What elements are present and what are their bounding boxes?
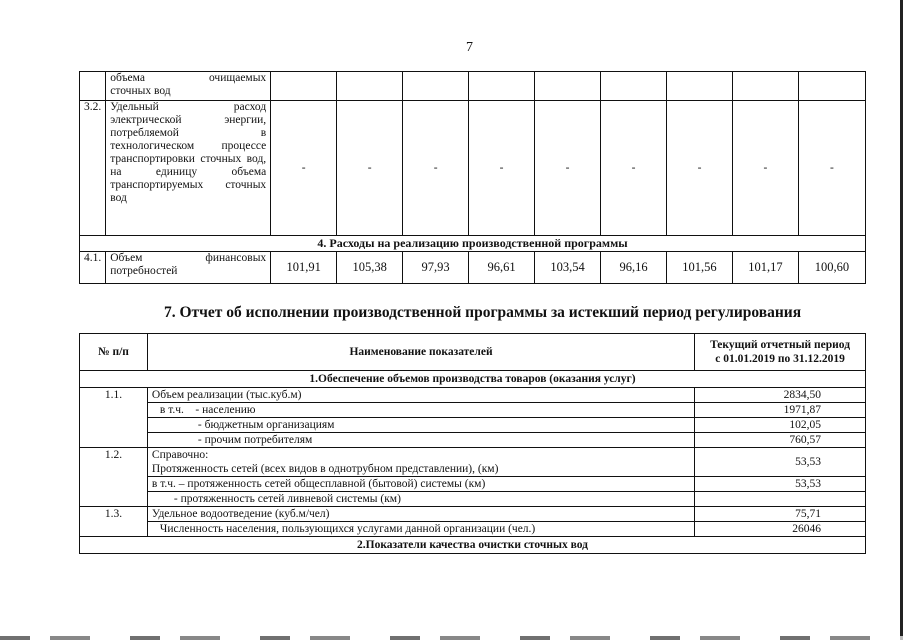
row-name: Объем финансовых потребностей [106,252,271,284]
row-number: 1.1. [80,388,148,448]
cell-value: - [271,101,337,236]
table-row [80,403,866,418]
section-heading: 7. Отчет об исполнении производственной программы за истекший период регулирования [164,304,802,321]
row-name: - прочим потребителям [147,433,694,448]
row-name: Удельное водоотведение (куб.м/чел) [147,507,694,522]
row-name: в т.ч. - населению [147,403,694,418]
row-name: - протяженность сетей ливневой системы (км) [147,492,694,507]
cell-value: 96,61 [469,252,535,284]
col-header-name: Наименование показателей [147,334,694,371]
section-title: 1.Обеспечение объемов производства товаров (оказания услуг) [80,371,866,388]
cell-value: - [798,101,865,236]
table-row [80,448,866,477]
col-header-period: Текущий отчетный период с 01.01.2019 по 31.12.2019 [695,334,866,371]
cell-value: 97,93 [403,252,469,284]
cell-value: 26046 [695,522,866,537]
row-name: Удельный расход электрической энергии, потребляемой в технологическом процессе транспортировки сточных вод, на единицу объема транспортируемых сточных вод [106,101,271,236]
report-header-row [80,334,866,371]
row-number: 3.2. [80,101,106,236]
row-number: 4.1. [80,252,106,284]
cell-value: - [469,101,535,236]
cell-value: 760,57 [695,433,866,448]
cell-value: - [535,101,601,236]
row-name: - бюджетным организациям [147,418,694,433]
cell-value [695,492,866,507]
table-row [80,507,866,522]
table-row-prev [80,72,866,101]
scan-artifact-bottom [0,636,905,640]
cell-value: 2834,50 [695,388,866,403]
section-title: 2.Показатели качества очистки сточных вод [80,537,866,554]
cell-value: 103,54 [535,252,601,284]
cell-value: - [601,101,667,236]
row-number: 1.3. [80,507,148,537]
cell-value: 96,16 [601,252,667,284]
cell-value: 100,60 [798,252,865,284]
table-row [80,522,866,537]
cell-value: 75,71 [695,507,866,522]
cell-value: - [732,101,798,236]
section-row-2 [80,537,866,554]
cell-value: 53,53 [695,448,866,477]
cell-value: 105,38 [337,252,403,284]
row-name: в т.ч. – протяженность сетей общесплавной (бытовой) системы (км) [147,477,694,492]
cell-value: - [337,101,403,236]
cell-value: 1971,87 [695,403,866,418]
row-prev-name: объема очищаемых сточных вод [106,72,271,101]
production-program-table [79,71,866,284]
section-title: 4. Расходы на реализацию производственной программы [80,236,866,252]
row-name: Численность населения, пользующихся услугами данной организации (чел.) [147,522,694,537]
cell-value: - [403,101,469,236]
table-row-4-1 [80,252,866,284]
table-row [80,477,866,492]
table-row-3-2 [80,101,866,236]
cell-value: 53,53 [695,477,866,492]
cell-value: 101,91 [271,252,337,284]
section-row-1 [80,371,866,388]
page-edge-right [900,0,903,640]
row-name: Справочно: Протяженность сетей (всех видов в однотрубном представлении), (км) [147,448,694,477]
report-table [79,333,866,554]
row-number: 1.2. [80,448,148,507]
table-row [80,492,866,507]
table-row [80,418,866,433]
cell-value: 101,17 [732,252,798,284]
table-row [80,433,866,448]
row-name: Объем реализации (тыс.куб.м) [147,388,694,403]
page-number: 7 [466,40,473,55]
cell-value: - [667,101,733,236]
cell-value: 102,05 [695,418,866,433]
cell-value: 101,56 [667,252,733,284]
col-header-num: № п/п [80,334,148,371]
table-row [80,388,866,403]
section-row-4 [80,236,866,252]
